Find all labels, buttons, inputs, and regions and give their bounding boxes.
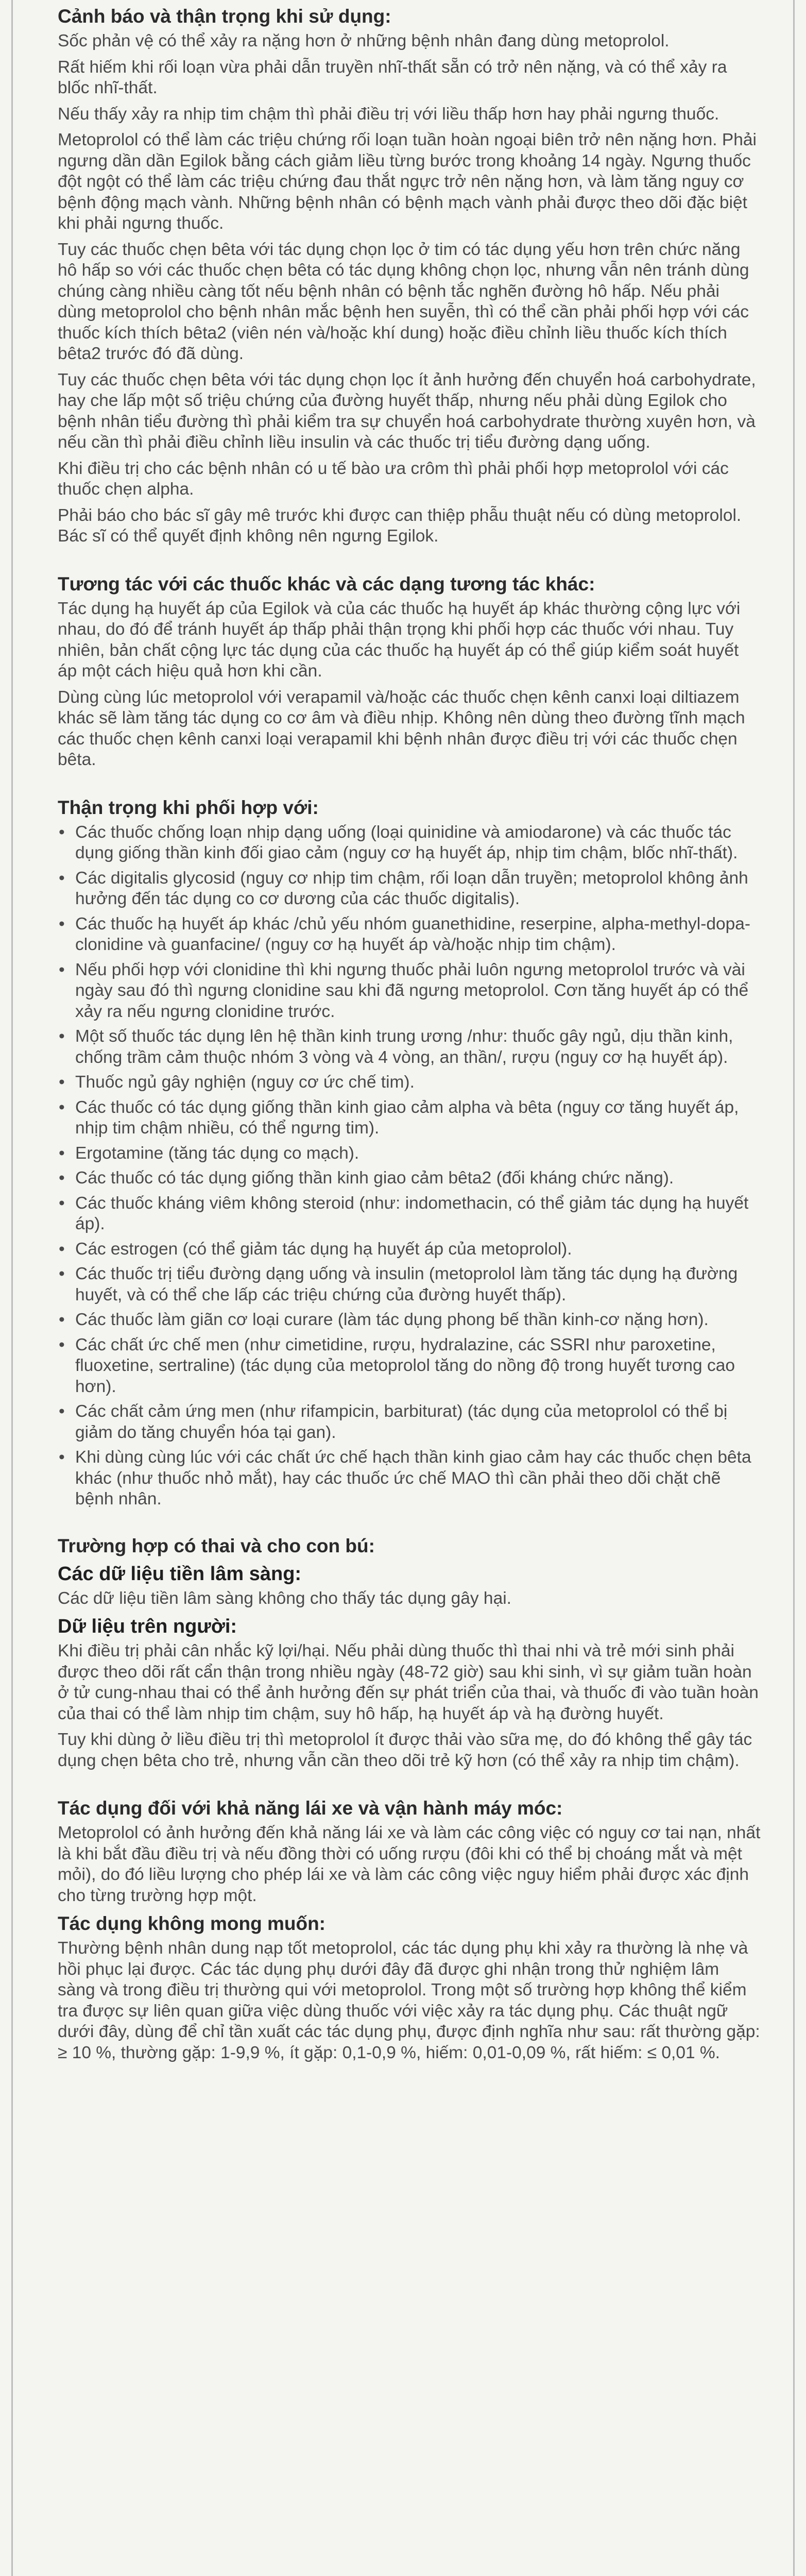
list-item: • Các thuốc có tác dụng giống thần kinh giao cảm alpha và bêta (nguy cơ tăng huyết áp, nhịp tim chậm nhiều, có thể ngưng tim). (58, 1097, 761, 1139)
list-item: • Một số thuốc tác dụng lên hệ thần kinh trung ương /như: thuốc gây ngủ, dịu thần kinh, chống trầm cảm thuộc nhóm 3 vòng và 4 vòng, an thần/, rượu (nguy cơ hạ huyết áp). (58, 1026, 761, 1068)
human-data-paragraph: Tuy khi dùng ở liều điều trị thì metoprolol ít được thải vào sữa mẹ, do đó không thể gây tác dụng chẹn bêta cho trẻ, nhưng vẫn cần theo dõi trẻ kỹ hơn (có thể xảy ra nhịp tim chậm). (58, 1730, 752, 1770)
list-item: • Các thuốc làm giãn cơ loại curare (làm tác dụng phong bế thần kinh-cơ nặng hơn). (58, 1310, 761, 1331)
side-effects-heading: Tác dụng không mong muốn: (58, 1913, 325, 1934)
interactions-paragraph: Tác dụng hạ huyết áp của Egilok và của các thuốc hạ huyết áp khác thường cộng lực với nhau, do đó để tránh huyết áp thấp phải thận trọng khi phối hợp các thuốc với nhau. Tuy nhiên, bản chất cộng lực tác dụng của các thuốc hạ huyết áp có thể giúp kiểm soát huyết áp một cách hiệu quả hơn khi cần. (58, 599, 741, 681)
warnings-paragraph: Metoprolol có thể làm các triệu chứng rối loạn tuần hoàn ngoại biên trở nên nặng hơn. Phải ngưng dần dần Egilok bằng cách giảm liều từng bước trong khoảng 14 ngày. Ngưng thuốc đột ngột có thể làm các triệu chứng đau thắt ngực trở nên nặng hơn, và làm tăng nguy cơ bệnh động mạch vành. Những bệnh nhân có bệnh mạch vành phải được theo dõi đặc biệt khi phải ngưng thuốc. (58, 130, 757, 233)
list-item: • Nếu phối hợp với clonidine thì khi ngưng thuốc phải luôn ngưng metoprolol trước và vài ngày sau đó thì ngưng clonidine sau khi đã ngưng metoprolol. Cơn tăng huyết áp có thể xảy ra nếu ngưng clonidine trước. (58, 960, 761, 1023)
pregnancy-section (31, 1534, 766, 1772)
driving-paragraph: Metoprolol có ảnh hưởng đến khả năng lái xe và làm các công việc có nguy cơ tai nạn, nhất là khi bắt đầu điều trị và nếu đồng thời có uống rượu (đôi khi có thể bị choáng mắt và mệt mỏi), do đó liều lượng cho phép lái xe và làm các công việc nguy hiểm phải được xác định cho từng trường hợp một. (58, 1823, 761, 1905)
warnings-paragraph: Sốc phản vệ có thể xảy ra nặng hơn ở những bệnh nhân đang dùng metoprolol. (58, 31, 670, 50)
preclinical-heading: Các dữ liệu tiền lâm sàng: (58, 1563, 302, 1585)
warnings-paragraph: Phải báo cho bác sĩ gây mê trước khi được can thiệp phẫu thuật nếu có dùng metoprolol. Bác sĩ có thể quyết định không nên ngưng Egilok. (58, 505, 742, 546)
warnings-section (31, 4, 766, 547)
warnings-paragraph: Rất hiếm khi rối loạn vừa phải dẫn truyền nhĩ-thất sẵn có trở nên nặng, và có thể xảy ra blốc nhĩ-thất. (58, 57, 727, 97)
list-item: • Các chất ức chế men (như cimetidine, rượu, hydralazine, các SSRI như paroxetine, fluoxetine, sertraline) (tác dụng của metoprolol tăng do nồng độ trong huyết tương cao hơn). (58, 1335, 761, 1398)
list-item: • Ergotamine (tăng tác dụng co mạch). (58, 1143, 761, 1164)
warnings-paragraph: Nếu thấy xảy ra nhịp tim chậm thì phải điều trị với liều thấp hơn hay phải ngưng thuốc. (58, 104, 719, 124)
list-item: • Các thuốc trị tiểu đường dạng uống và insulin (metoprolol làm tăng tác dụng hạ đường huyết, và có thể che lấp các triệu chứng của đường huyết thấp). (58, 1264, 761, 1306)
list-item: • Các digitalis glycosid (nguy cơ nhịp tim chậm, rối loạn dẫn truyền; metoprolol không ảnh hưởng đến tác dụng co cơ dương của các thuốc digitalis). (58, 868, 761, 910)
list-item: • Các estrogen (có thể giảm tác dụng hạ huyết áp của metoprolol). (58, 1239, 761, 1260)
interactions-paragraph: Dùng cùng lúc metoprolol với verapamil và/hoặc các thuốc chẹn kênh canxi loại diltiazem khác sẽ làm tăng tác dụng co cơ âm và điều nhịp. Không nên dùng theo đường tĩnh mạch các thuốc chẹn kênh canxi loại verapamil khi bệnh nhân được điều trị với các thuốc chẹn bêta. (58, 687, 745, 769)
list-item: • Các thuốc hạ huyết áp khác /chủ yếu nhóm guanethidine, reserpine, alpha-methyl-dopa-clonidine và guanfacine/ (nguy cơ hạ huyết áp và/hoặc nhịp tim chậm). (58, 914, 761, 956)
warnings-heading: Cảnh báo và thận trọng khi sử dụng: (58, 6, 391, 27)
warnings-paragraph: Khi điều trị cho các bệnh nhân có u tế bào ưa crôm thì phải phối hợp metoprolol với các thuốc chẹn alpha. (58, 459, 729, 499)
side-effects-paragraph: Thường bệnh nhân dung nạp tốt metoprolol, các tác dụng phụ khi xảy ra thường là nhẹ và hồi phục lại được. Các tác dụng phụ dưới đây đã được ghi nhận trong thử nghiệm lâm sàng và trong điều trị thường qui với metoprolol. Trong một số trường hợp không thể kiểm tra được sự liên quan giữa việc dùng thuốc với việc xảy ra tác dụng phụ. Các thuật ngữ dưới đây, dùng để chỉ tần xuất các tác dụng phụ, được định nghĩa như sau: rất thường gặp: ≥ 10 %, thường gặp: 1-9,9 %, ít gặp: 0,1-0,9 %, hiếm: 0,01-0,09 %, rất hiếm: ≤ 0,01 %. (58, 1939, 760, 2062)
pregnancy-heading: Trường hợp có thai và cho con bú: (58, 1535, 375, 1556)
combination-caution-section (31, 795, 766, 1510)
list-item: • Các chất cảm ứng men (như rifampicin, barbiturat) (tác dụng của metoprolol có thể bị giảm do tăng chuyển hóa tại gan). (58, 1401, 761, 1443)
left-border-line (11, 0, 13, 2576)
combination-list (58, 822, 761, 1510)
list-item: • Các thuốc chống loạn nhịp dạng uống (loại quinidine và amiodarone) và các thuốc tác dụng giống thần kinh đối giao cảm (nguy cơ hạ huyết áp, nhịp tim chậm, blốc nhĩ-thất). (58, 822, 761, 864)
human-data-heading: Dữ liệu trên người: (58, 1616, 237, 1637)
preclinical-paragraph: Các dữ liệu tiền lâm sàng không cho thấy tác dụng gây hại. (58, 1588, 511, 1608)
interactions-heading: Tương tác với các thuốc khác và các dạng tương tác khác: (58, 573, 595, 595)
right-border-line (793, 0, 795, 2576)
warnings-paragraph: Tuy các thuốc chẹn bêta với tác dụng chọn lọc ít ảnh hưởng đến chuyển hoá carbohydrate, hay che lấp một số triệu chứng của đường huyết thấp, nhưng nếu phải dùng Egilok cho bệnh nhân tiểu đường thì phải kiểm tra sự chuyển hoá carbohydrate thường xuyên hơn, và nếu cần thì phải điều chỉnh liều insulin và các thuốc trị tiểu đường dạng uống. (58, 370, 756, 452)
combination-caution-heading: Thận trọng khi phối hợp với: (58, 796, 319, 818)
human-data-paragraph: Khi điều trị phải cân nhắc kỹ lợi/hại. Nếu phải dùng thuốc thì thai nhi và trẻ mới sinh phải được theo dõi rất cẩn thận trong nhiều ngày (48-72 giờ) sau khi sinh, vì sự giảm tuần hoàn ở tử cung-nhau thai có thể ảnh hưởng đến sự phát triển của thai, và thuốc đi vào tuần hoàn của thai có thể làm nhịp tim chậm, suy hô hấp, hạ huyết áp và hạ đường huyết. (58, 1641, 759, 1723)
driving-heading: Tác dụng đối với khả năng lái xe và vận hành máy móc: (58, 1798, 563, 1819)
list-item: • Thuốc ngủ gây nghiện (nguy cơ ức chế tim). (58, 1072, 761, 1093)
warnings-paragraph: Tuy các thuốc chẹn bêta với tác dụng chọn lọc ở tim có tác dụng yếu hơn trên chức năng hô hấp so với các thuốc chẹn bêta có tác dụng không chọn lọc, nhưng vẫn nên tránh dùng chúng càng nhiều càng tốt nếu bệnh nhân có bệnh tắc nghẽn đường hô hấp. Nếu phải dùng metoprolol cho bệnh nhân mắc bệnh hen suyễn, thì có thể cần phải phối hợp với các thuốc kích thích bêta2 (viên nén và/hoặc khí dung) hoặc điều chỉnh liều thuốc kích thích bêta2 trước đó đã dùng. (58, 240, 749, 363)
interactions-section (31, 572, 766, 771)
list-item: • Khi dùng cùng lúc với các chất ức chế hạch thần kinh giao cảm hay các thuốc chẹn bêta khác (như thuốc nhỏ mắt), hay các thuốc ức chế MAO thì cần phải theo dõi chặt chẽ bệnh nhân. (58, 1447, 761, 1510)
driving-section (31, 1796, 766, 2063)
list-item: • Các thuốc có tác dụng giống thần kinh giao cảm bêta2 (đối kháng chức năng). (58, 1168, 761, 1189)
list-item: • Các thuốc kháng viêm không steroid (như: indomethacin, có thể giảm tác dụng hạ huyết áp). (58, 1193, 761, 1235)
